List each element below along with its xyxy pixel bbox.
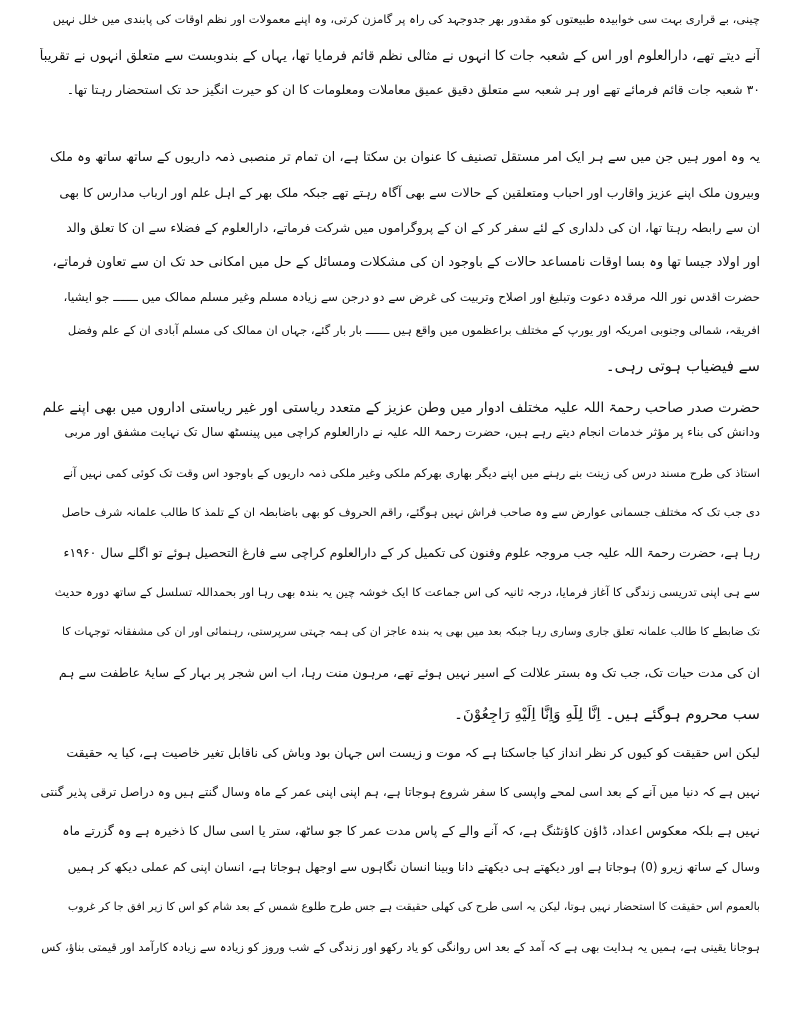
text-line: رہا ہے، حضرت رحمۃ اللہ علیہ جب مروجہ علوم وفنون کی تکمیل کر کے دارالعلوم کراچی سے فارغ التحصیل ہوئے تو اگلے سال ۱۹۶۰ء (63, 545, 760, 560)
text-line: لیکن اس حقیقت کو کیوں کر نظر انداز کیا جاسکتا ہے کہ موت و زیست اس جہان بود وباش کی ناقابل تغیر خاصیت ہے، کیا یہ حقیقت (66, 745, 760, 760)
text-line: اور اولاد جیسا تھا وہ بسا اوقات نامساعد حالات کے باوجود ان کی مشکلات ومسائل کے حل میں امکانی حد تک ان سے تعاون فرماتے، (52, 255, 760, 270)
text-line: ان کی مدت حیات تک، جب تک وہ بستر علالت کے اسیر نہیں ہوئے تھے، مرہون منت رہا، اب اس شجر پر بہار کے سایۂ عاطفت سے ہم (58, 665, 760, 680)
text-line: بالعموم اس حقیقت کا استحضار نہیں ہوتا، لیکن یہ اسی طرح کی کھلی حقیقت ہے جس طرح طلوع شمس کے بعد شام کو اس کا زیر افق جا کر غروب (67, 900, 760, 913)
text-line: سے ہی اپنی تدریسی زندگی کا آغاز فرمایا، درجہ ثانیہ کی اس جماعت کا ایک خوشہ چین یہ بندہ بھی رہا اور بحمداللہ تسلسل کے ساتھ دورہ حدیث (54, 585, 760, 599)
text-line: استاذ کی طرح مسند درس کی زینت بنے رہنے میں اپنے دیگر بھاری بھرکم ملکی وغیر ملکی ذمہ داریوں کے باوجود اس وقت تک کوئی کمی نہیں آنے (63, 466, 760, 480)
text-line: ان سے رابطہ رہتا تھا، ان کی دلداری کے لئے سفر کر کے ان کے پروگراموں میں شرکت فرماتے، دارالعلوم کے فضلاء سے ان کا تعلق والد (66, 220, 760, 235)
text-line: آنے دیتے تھے، دارالعلوم اور اس کے شعبہ جات کا انہوں نے مثالی نظم قائم فرمایا تھا، یہاں کے بندوبست سے متعلق انہوں نے تقریباً (40, 48, 760, 64)
text-line: حضرت اقدس نور اللہ مرقدہ دعوت وتبلیغ اور اصلاح وتربیت کی غرض سے دو درجن سے زیادہ مسلم وغیر مسلم ممالک میں ـــــــ جو ایشیا، (63, 290, 760, 304)
text-line: دی جب تک کہ مختلف جسمانی عوارض سے وہ صاحب فراش نہیں ہوگئے، راقم الحروف کو بھی باضابطہ ان کے تلمذ کا طالب علمانہ شرف حاصل (61, 505, 760, 519)
text-line: افریقہ، شمالی وجنوبی امریکہ اور یورپ کے مختلف براعظموں میں واقع ہیں ـــــــ بار بار گئے، جہاں ان ممالک کی مسلم آبادی ان کے علم وفضل (67, 323, 760, 337)
text-line: سب محروم ہوگئے ہیں۔ اِنَّا لِلّٰهِ وَاِنَّا اِلَيْهِ رَاجِعُوْنَ۔ (454, 705, 760, 723)
document-page (40, 0, 760, 1016)
text-line: نہیں ہے بلکہ معکوس اعداد، ڈاؤن کاؤنٹنگ ہے، کہ آنے والے کے پاس مدت عمر کا جو ساٹھ، ستر یا اسی سال کا ذخیرہ ہے وہ گزرتے ماہ (62, 823, 760, 838)
text-line: وبیرون ملک اپنے عزیز واقارب اور احباب ومتعلقین کے حالات سے بھی آگاہ رہتے تھے جبکہ ملک بھر کے اہل علم اور ارباب مدارس کا بھی (59, 185, 760, 200)
text-line: حضرت صدر صاحب رحمۃ اللہ علیہ مختلف ادوار میں وطن عزیز کے متعدد ریاستی اور غیر ریاستی اداروں میں بھی اپنے علم (42, 400, 760, 416)
text-line: چینی، بے قراری بہت سی خوابیدہ طبیعتوں کو مقدور بھر جدوجہد کی راہ پر گامزن کرتی، وہ اپنے معمولات اور نظم اوقات کی پابندی میں خلل نہیں (52, 12, 760, 26)
text-line: ہوجانا یقینی ہے، ہمیں یہ ہدایت بھی ہے کہ آمد کے بعد اس روانگی کو یاد رکھو اور زندگی کے شب وروز کو زیادہ سے زیادہ کارآمد اور قیمتی بناؤ، کس (41, 940, 760, 954)
text-line: تک ضابطے کا طالب علمانہ تعلق جاری وساری رہا جبکہ بعد میں بھی یہ بندہ عاجز ان کی ہمہ جہتی سرپرستی، رہنمائی اور ان کی مشفقانہ توجہات کا (62, 625, 760, 638)
text-line: نہیں ہے کہ دنیا میں آنے کے بعد اسی لمحے واپسی کا سفر شروع ہوجاتا ہے، ہم اپنی اپنی عمر کے ماہ وسال گنتے ہیں وہ دراصل ترقی پذیر گنتی (40, 785, 760, 799)
text-line: وسال کے ساتھ زیرو (0) ہوجاتا ہے اور دیکھتے ہی دیکھتے دانا وبینا انسان نگاہوں سے اوجھل ہوجاتا ہے، انسان اپنی کم عملی دیکھ کر ہمیں (67, 860, 760, 874)
text-line: ودانش کی بناء پر مؤثر خدمات انجام دیتے رہے ہیں، حضرت رحمۃ اللہ علیہ نے دارالعلوم کراچی میں پینسٹھ سال تک نہایت مشفق اور مربی (64, 425, 760, 439)
text-line: یہ وہ امور ہیں جن میں سے ہر ایک امر مستقل تصنیف کا عنوان بن سکتا ہے، ان تمام تر منصبی ذمہ داریوں کے ساتھ ساتھ وہ ملک (50, 150, 760, 165)
text-line: سے فیضیاب ہوتی رہی۔ (605, 357, 760, 375)
text-line: ۳۰ شعبہ جات قائم فرمائے تھے اور ہر شعبہ سے متعلق دقیق عمیق معاملات ومعلومات کا ان کو حیرت انگیز حد تک استحضار رہتا تھا۔ (66, 82, 760, 97)
